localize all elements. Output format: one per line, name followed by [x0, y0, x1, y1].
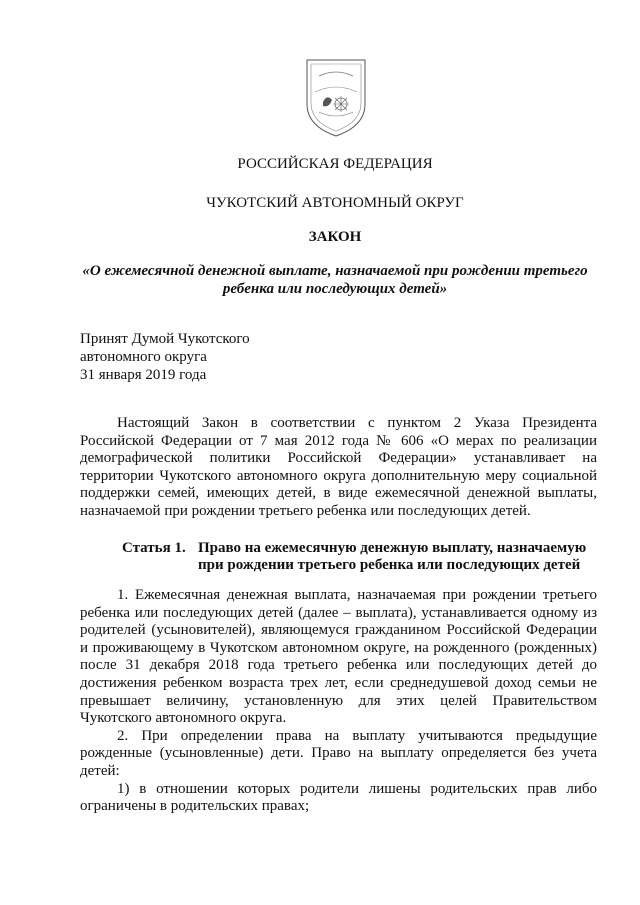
adoption-note: [80, 330, 380, 384]
article-paragraph: 1. Ежемесячная денежная выплата, назначаемая при рождении третьего ребенка или последующих детей (далее – выплата), устанавливается одному из родителей (усыновителей), являющемуся гражданином Российской Федерации и проживающему в Чукотском автономном округе, на рожденного (рожденных) после 31 декабря 2018 года третьего ребенка или последующих детей до достижения ребенком возраста трех лет, если среднедушевой доход семьи не превышает величину, установленную для этих целей Правительством Чукотского автономного округа.: [80, 587, 597, 727]
article-title-line2: при рождении третьего ребенка или последующих детей: [198, 557, 581, 573]
article-heading: [122, 540, 602, 574]
article-body: [80, 587, 597, 816]
preamble-paragraph: Настоящий Закон в соответствии с пунктом 2 Указа Президента Российской Федерации от 7 мая 2012 года № 606 «О мерах по реализации демографической политики Российской Федерации» устанавливает на территории Чукотского автономного округа дополнительную меру социальной поддержки семей, имеющих детей, в виде ежемесячной денежной выплаты, назначаемой при рождении третьего ребенка или последующих детей.: [80, 415, 597, 519]
adoption-date: 31 января 2019 года: [80, 367, 207, 383]
law-title: [60, 262, 610, 298]
adoption-line2: автономного округа: [80, 349, 207, 365]
article-number: Статья 1.: [122, 540, 186, 556]
law-title-line1: «О ежемесячной денежной выплате, назначаемой при рождении третьего: [82, 263, 588, 279]
federation-heading: РОССИЙСКАЯ ФЕДЕРАЦИЯ: [237, 156, 433, 172]
article-paragraph: 1) в отношении которых родители лишены родительских прав либо ограничены в родительских правах;: [80, 780, 597, 815]
law-heading: ЗАКОН: [308, 229, 362, 245]
coat-of-arms-icon: [301, 56, 371, 140]
district-heading: ЧУКОТСКИЙ АВТОНОМНЫЙ ОКРУГ: [206, 195, 464, 211]
adoption-line1: Принят Думой Чукотского: [80, 331, 250, 347]
article-title-line1: Право на ежемесячную денежную выплату, назначаемую: [198, 540, 587, 556]
law-title-line2: ребенка или последующих детей»: [222, 281, 448, 297]
preamble: [80, 415, 597, 521]
article-paragraph: 2. При определении права на выплату учитываются предыдущие рожденные (усыновленные) дети. Право на выплату определяется без учета детей:: [80, 727, 597, 779]
